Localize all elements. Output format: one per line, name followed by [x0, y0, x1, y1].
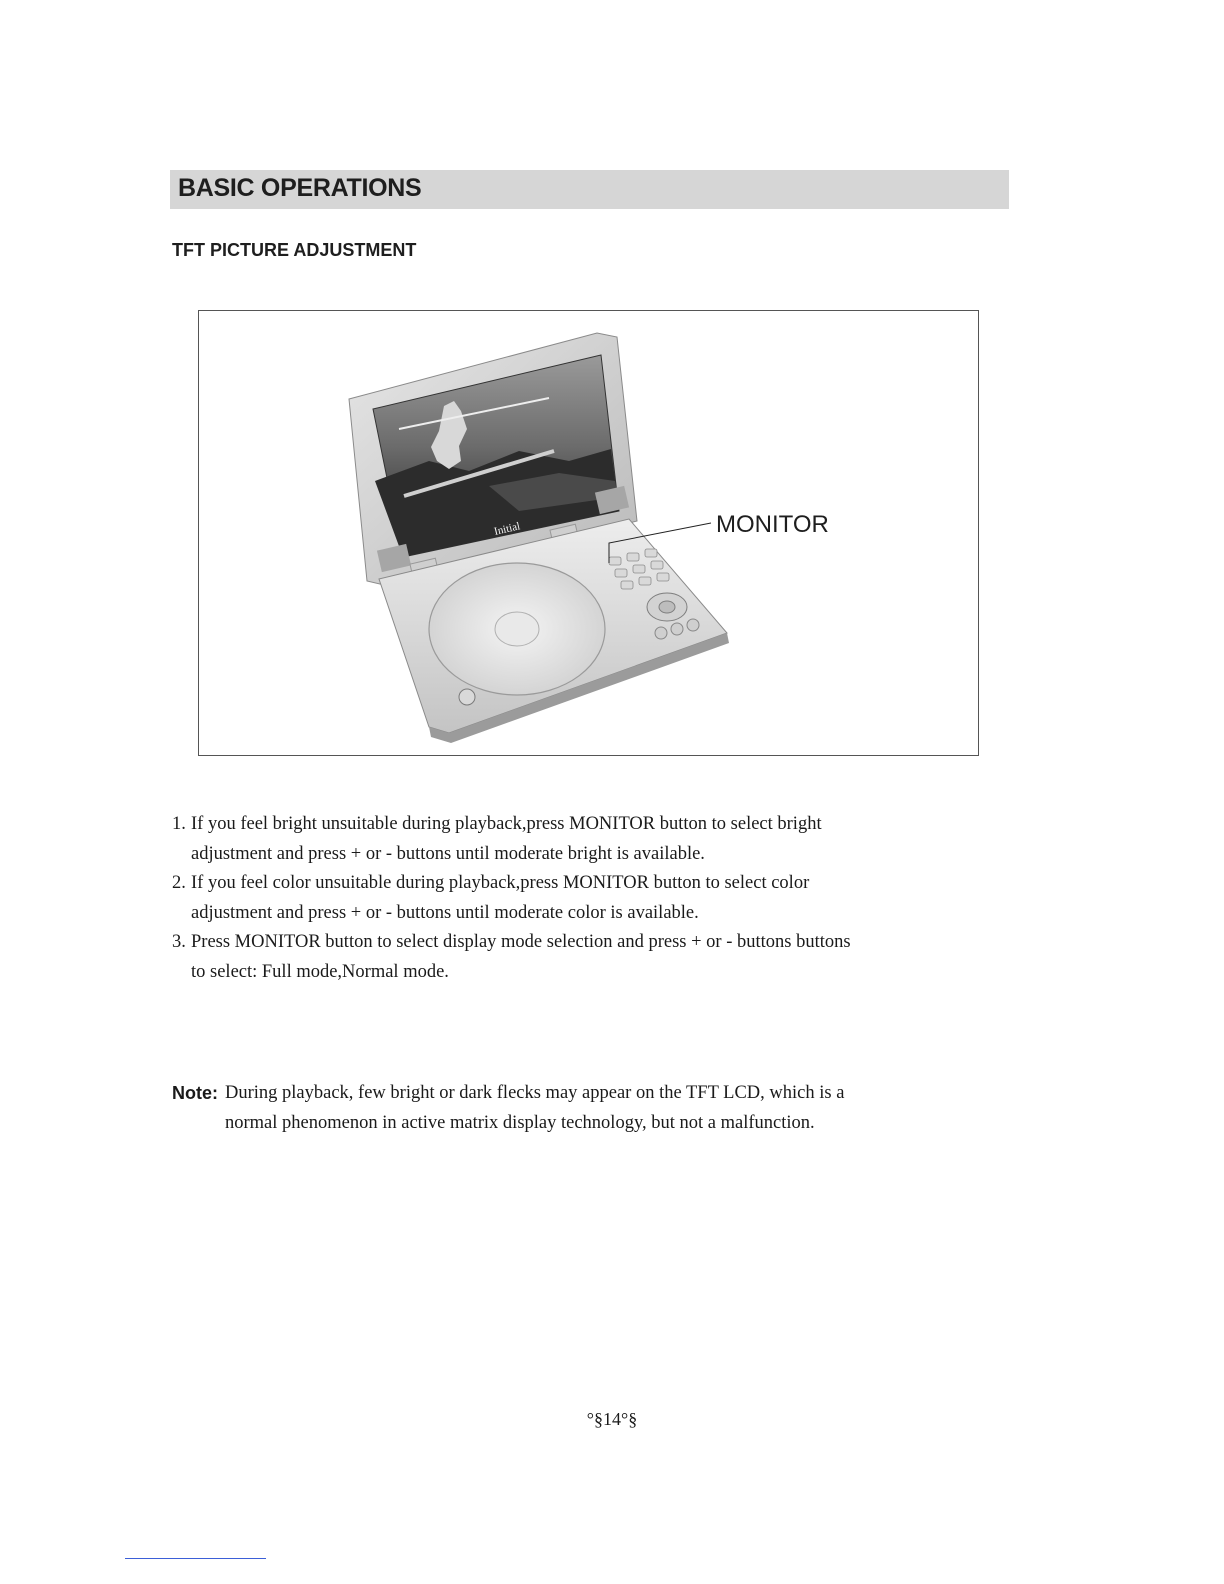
- brand-text: Initial: [492, 520, 522, 538]
- power-button: [459, 689, 475, 705]
- section-title: BASIC OPERATIONS: [178, 174, 422, 202]
- note-text: [225, 1078, 972, 1138]
- step-text-line2: to select: Full mode,Normal mode.: [191, 961, 449, 982]
- step-item: [172, 810, 972, 869]
- section-banner: [170, 170, 1009, 209]
- note-label: Note:: [172, 1083, 218, 1103]
- note-line2: normal phenomenon in active matrix display technology, but not a malfunction.: [225, 1113, 815, 1133]
- dvd-player-illustration: [199, 311, 978, 755]
- note-line1: During playback, few bright or dark flecks may appear on the TFT LCD, which is a: [225, 1083, 845, 1103]
- footer-rule: [125, 1558, 266, 1559]
- note-block: [172, 1078, 972, 1138]
- step-text-line1: Press MONITOR button to select display mode selection and press + or - buttons buttons: [191, 932, 851, 952]
- step-text-line2: adjustment and press + or - buttons until moderate bright is available.: [191, 843, 705, 864]
- subsection-title: TFT PICTURE ADJUSTMENT: [172, 240, 417, 260]
- step-text-line1: If you feel bright unsuitable during playback,press MONITOR button to select bright: [191, 814, 822, 834]
- steps-list: [172, 810, 972, 987]
- step-number: 2.: [172, 873, 186, 893]
- step-number: 3.: [172, 932, 186, 952]
- figure-frame: [198, 310, 979, 756]
- step-item: [172, 869, 972, 928]
- callout-label: MONITOR: [716, 511, 829, 538]
- step-number: 1.: [172, 814, 186, 834]
- step-item: [172, 928, 972, 987]
- page-number: °§14°§: [586, 1409, 638, 1429]
- step-text-line2: adjustment and press + or - buttons until moderate color is available.: [191, 902, 699, 923]
- step-text-line1: If you feel color unsuitable during playback,press MONITOR button to select color: [191, 873, 810, 893]
